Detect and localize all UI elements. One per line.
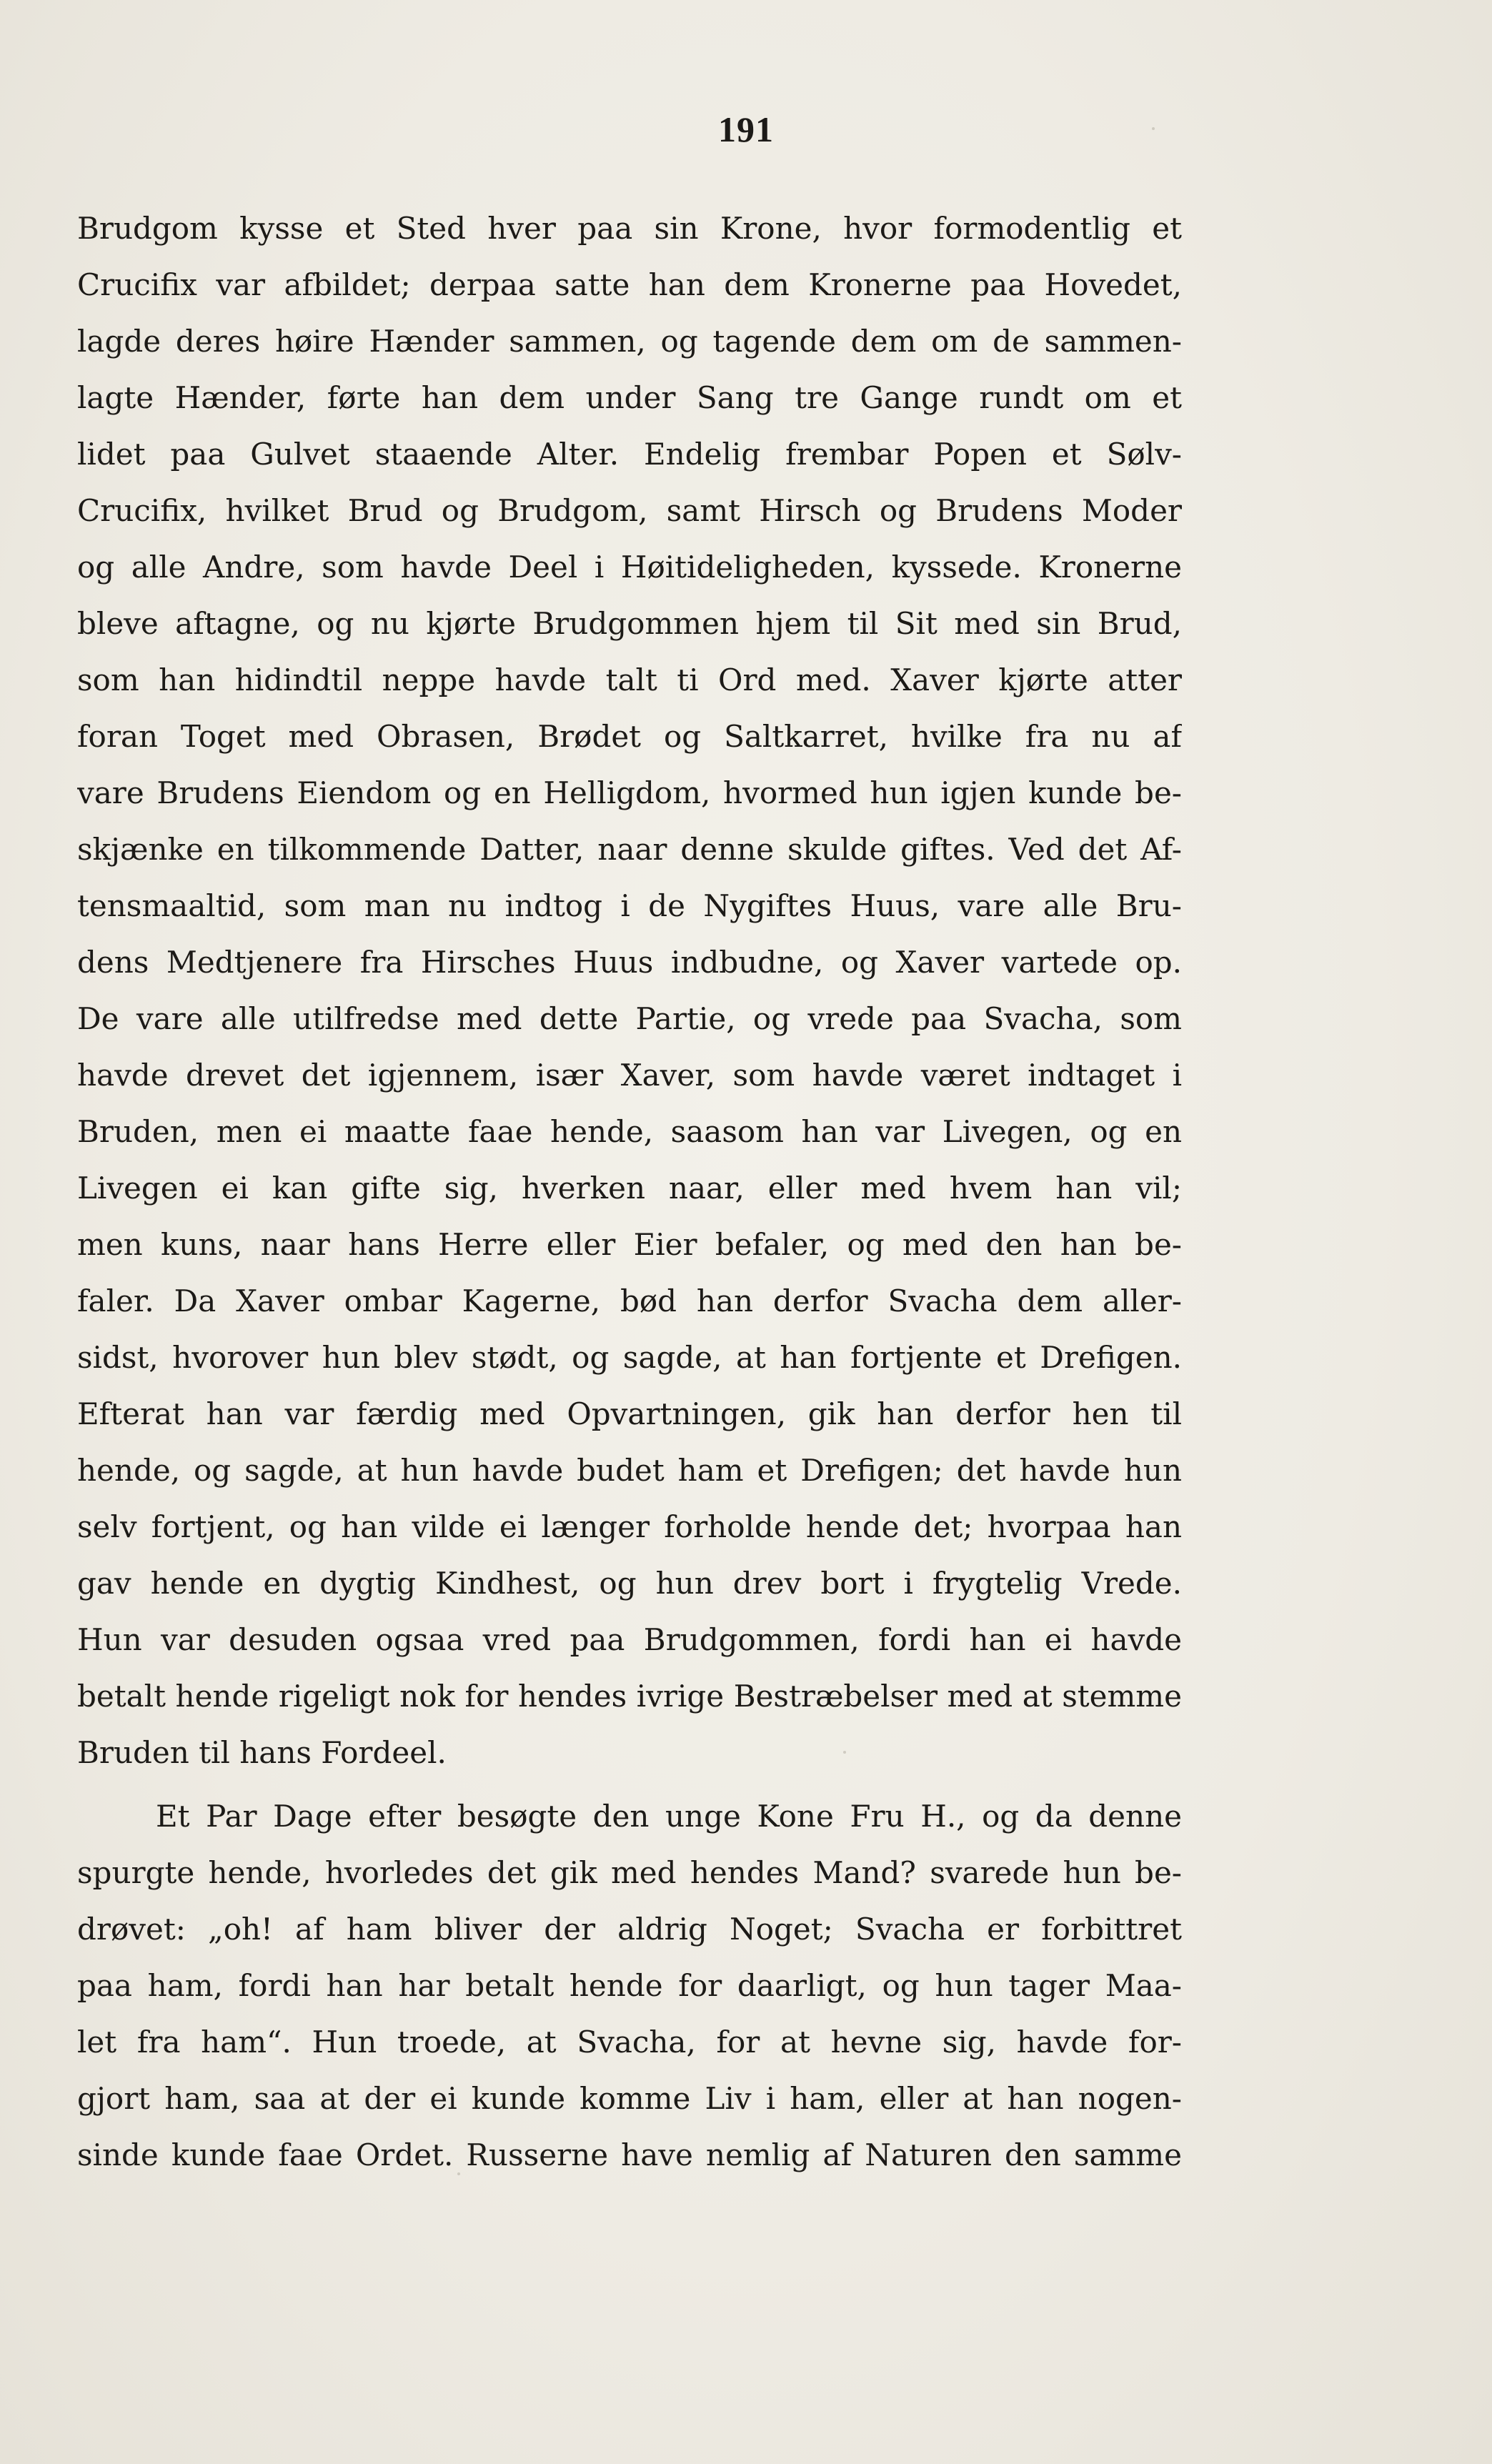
text-line: bleve aftagne, og nu kjørte Brudgommen hjem til Sit med sin Brud, [77, 606, 1182, 641]
text-line: betalt hende rigeligt nok for hendes ivrige Bestræbelser med at stemme [77, 1679, 1182, 1714]
text-line: sidst, hvorover hun blev stødt, og sagde, at han fortjente et Drefigen. [77, 1340, 1182, 1375]
text-line: vare Brudens Eiendom og en Helligdom, hvormed hun igjen kunde be- [77, 775, 1182, 810]
text-line: faler. Da Xaver ombar Kagerne, bød han derfor Svacha dem aller- [77, 1283, 1182, 1318]
text-line: sinde kunde faae Ordet. Russerne have nemlig af Naturen den samme [77, 2137, 1182, 2172]
text-line: lagde deres høire Hænder sammen, og tagende dem om de sammen- [77, 324, 1182, 359]
text-line: spurgte hende, hvorledes det gik med hendes Mand? svarede hun be- [77, 1855, 1182, 1890]
paper-speck [843, 1751, 846, 1754]
paragraph-start-line: Et Par Dage efter besøgte den unge Kone Fru H., og da denne [156, 1799, 1182, 1834]
text-line: tensmaaltid, som man nu indtog i de Nygiftes Huus, vare alle Bru- [77, 888, 1182, 923]
text-line: hende, og sagde, at hun havde budet ham et Drefigen; det havde hun [77, 1453, 1182, 1488]
text-line: De vare alle utilfredse med dette Partie, og vrede paa Svacha, som [77, 1001, 1182, 1036]
text-line: drøvet: „oh! af ham bliver der aldrig Noget; Svacha er forbittret [77, 1912, 1182, 1947]
paper-speck [1152, 127, 1155, 130]
text-line: Hun var desuden ogsaa vred paa Brudgommen, fordi han ei havde [77, 1622, 1182, 1657]
text-line: lagte Hænder, førte han dem under Sang tre Gange rundt om et [77, 380, 1182, 415]
text-line: skjænke en tilkommende Datter, naar denne skulde giftes. Ved det Af- [77, 832, 1182, 867]
text-line: gav hende en dygtig Kindhest, og hun drev bort i frygtelig Vrede. [77, 1566, 1182, 1601]
text-line: selv fortjent, og han vilde ei længer forholde hende det; hvorpaa han [77, 1509, 1182, 1544]
text-line: som han hidindtil neppe havde talt ti Ord med. Xaver kjørte atter [77, 662, 1182, 697]
text-line: paa ham, fordi han har betalt hende for daarligt, og hun tager Maa- [77, 1968, 1182, 2003]
text-line: lidet paa Gulvet staaende Alter. Endelig frembar Popen et Sølv- [77, 437, 1182, 472]
text-line: men kuns, naar hans Herre eller Eier befaler, og med den han be- [77, 1227, 1182, 1262]
body-text [77, 200, 1182, 2183]
paragraph-end-line: Bruden til hans Fordeel. [77, 1735, 447, 1770]
text-line: Efterat han var færdig med Opvartningen, gik han derfor hen til [77, 1396, 1182, 1431]
text-line: Crucifix var afbildet; derpaa satte han dem Kronerne paa Hovedet, [77, 267, 1182, 302]
page-number: 191 [718, 109, 774, 149]
text-line: foran Toget med Obrasen, Brødet og Saltkarret, hvilke fra nu af [77, 719, 1182, 754]
text-line: Bruden, men ei maatte faae hende, saasom han var Livegen, og en [77, 1114, 1182, 1149]
text-line: havde drevet det igjennem, især Xaver, som havde været indtaget i [77, 1058, 1182, 1093]
text-line: let fra ham“. Hun troede, at Svacha, for at hevne sig, havde for- [77, 2025, 1182, 2060]
text-line: gjort ham, saa at der ei kunde komme Liv i ham, eller at han nogen- [77, 2081, 1182, 2116]
text-line: Crucifix, hvilket Brud og Brudgom, samt Hirsch og Brudens Moder [77, 493, 1182, 528]
text-line: og alle Andre, som havde Deel i Høitideligheden, kyssede. Kronerne [77, 550, 1182, 585]
paper-speck [457, 2172, 460, 2175]
text-line: Brudgom kysse et Sted hver paa sin Krone, hvor formodentlig et [77, 211, 1182, 246]
text-line: dens Medtjenere fra Hirsches Huus indbudne, og Xaver vartede op. [77, 945, 1182, 980]
text-line: Livegen ei kan gifte sig, hverken naar, eller med hvem han vil; [77, 1171, 1182, 1206]
